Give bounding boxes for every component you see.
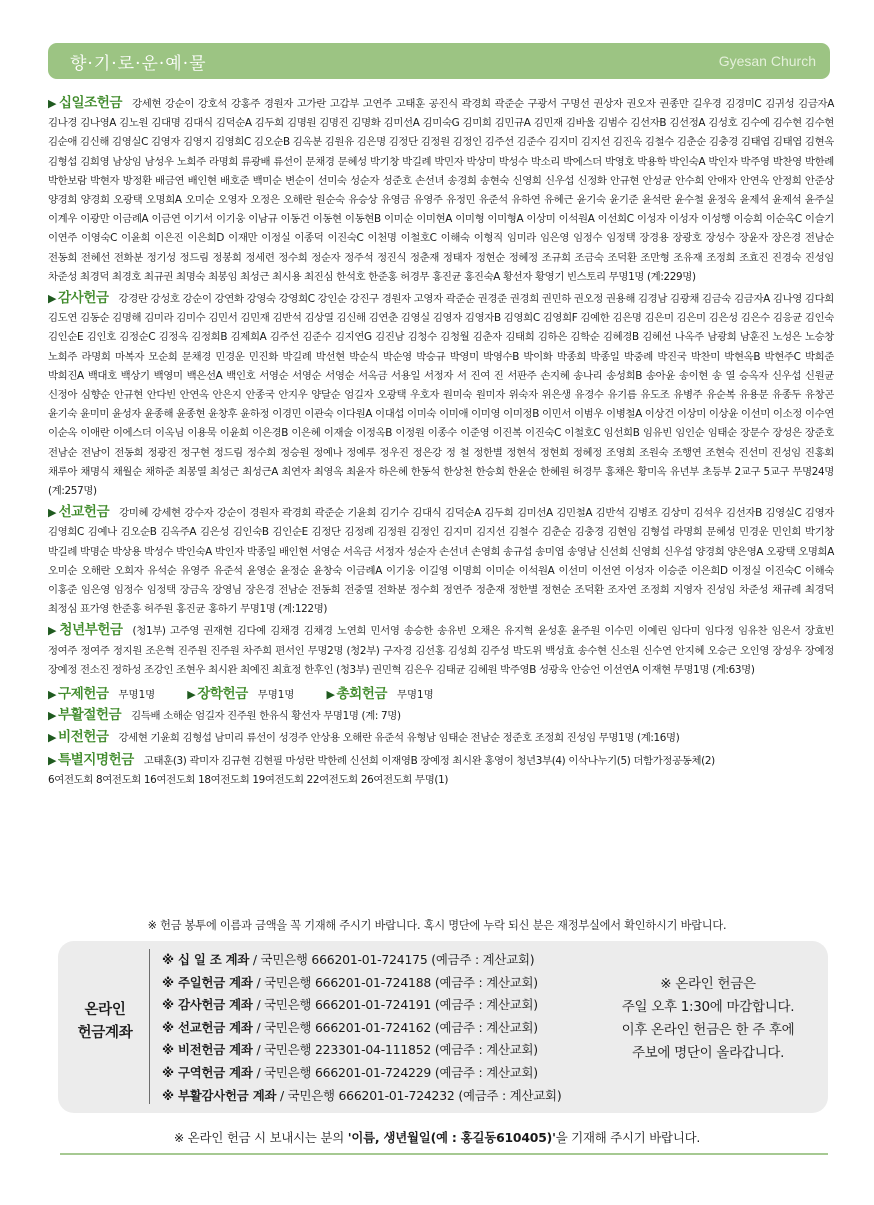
offering-special-designated — [48, 751, 834, 790]
offering-assembly — [326, 682, 433, 702]
account-item — [162, 1085, 561, 1108]
section-title: 감사헌금 — [57, 290, 109, 307]
member-list: 무명1명 — [118, 689, 156, 702]
header-bar — [48, 43, 830, 79]
arrow-right-icon: ▶ — [48, 97, 57, 110]
offering-mission — [48, 503, 834, 619]
account-list — [162, 949, 561, 1107]
offering-vision — [48, 728, 834, 748]
note-line: 주보에 명단이 올라갑니다. — [631, 1045, 785, 1061]
account-detail: / 국민은행 666201-01-724188 (예금주 : 계산교회) — [252, 974, 538, 990]
account-name: ※ 비전헌금 계좌 — [162, 1042, 253, 1058]
account-detail: / 국민은행 666201-01-724229 (예금주 : 계산교회) — [252, 1064, 538, 1080]
account-detail: / 국민은행 666201-01-724232 (예금주 : 계산교회) — [276, 1087, 562, 1103]
section-heading — [326, 686, 387, 702]
account-item — [162, 1017, 561, 1040]
online-account-box — [58, 941, 828, 1113]
arrow-right-icon: ▶ — [48, 688, 56, 702]
offering-easter — [48, 706, 834, 726]
account-detail: / 국민은행 666201-01-724175 (예금주 : 계산교회) — [249, 952, 535, 967]
arrow-right-icon: ▶ — [48, 624, 58, 638]
offering-youth — [48, 621, 834, 680]
member-list: 고태훈(3) 곽미자 김규현 김현필 마성란 박한례 신선희 이재영B 장예정 최시완 홍영이 청년3부(4) 이삭나누기(5) 더함가정공동체(2) — [143, 754, 715, 767]
offering-tithe — [48, 94, 834, 287]
note-line: 주일 오후 1:30에 마감합니다. — [621, 999, 795, 1015]
section-heading — [187, 686, 248, 702]
section-title: 십일조헌금 — [58, 95, 123, 111]
arrow-right-icon: ▶ — [326, 688, 335, 702]
account-detail: / 국민은행 666201-01-724191 (예금주 : 계산교회) — [252, 997, 538, 1013]
bottom-divider — [60, 1153, 828, 1155]
member-list: 김득배 소해순 엄길자 진주원 한유식 황선자 무명1명 (계: 7명) — [131, 710, 401, 723]
online-deadline-note — [598, 973, 818, 1065]
section-title: 청년부헌금 — [59, 622, 123, 639]
account-name: ※ 선교헌금 계좌 — [162, 1019, 253, 1035]
member-list-continued: 6여전도회 8여전도회 16여전도회 18여전도회 19여전도회 22여전도회 26여전도회 무명(1) — [48, 773, 449, 786]
divider — [149, 949, 150, 1104]
section-title: 비전헌금 — [57, 729, 109, 746]
member-list: (청1부) 고주영 권재현 김다예 김채경 김채경 노연희 민서영 송승한 송유빈 오채은 유지혁 윤성훈 윤주원 이수민 이예린 임다미 임다정 임유찬 임은서 장효빈 정여주 정여주 정지원 조은혁 진주원 진주원 차주희 편서인 무명2명 (청2부) 구자경 김선홍 김성희 김주성 박도위 백성효 송수현 신소원 신수연 안지혜 오승근 오인영 장성우 장예정 장예정 전소진 정하성 조강인 조현우 최시완 최예진 최효정 한후인 (청3부) 권민혁 김은우 김태균 김혜원 박주영B 성광욱 안승언 이선연A 이재현 무명1명 (계:63명) — [48, 625, 834, 676]
member-list: 강세현 강순이 강호석 강홍주 경원자 고가란 고갑부 고연주 고태훈 공진식 곽경희 곽준순 구광서 구명선 권상자 권오자 권종만 길우경 김경미C 김귀성 김금자A 김나경 김나영A 김노원 김대명 김대식 김덕순A 김두희 김명원 김명진 김명화 김미선A 김미숙G 김미희 김민규A 김민재 김바울 김범수 김선자B 김선정A 김성호 김수예 김수현 김수현 김순애 김신해 김영실C 김영자 김영지 김영희C 김오순B 김옥분 김원유 김은명 김정단 김정원 김정인 김주선 김준수 김지미 김지선 김진옥 김철수 김춘순 김충경 김태엽 김태엽 김현옥 김형섭 김희영 남상임 남성우 노희주 라명희 류광배 류선이 문채경 문혜성 박기창 박길례 박민자 박상미 박성수 박소리 박에스더 박영호 박용학 박인숙A 박인자 박주영 박찬영 박한례 박한보람 박현자 방정환 배금연 배인현 배호준 백미순 변순이 선미숙 성순자 성준호 손선녀 송경희 송현숙 신영희 신우섭 신정화 안규현 안성균 안수희 안애자 안연옥 안정희 안준상 양경희 양경희 오광택 오명희A 오미순 오영자 오정은 오해란 원순숙 유승상 유영금 유영주 유정민 유준석 유하연 유혜근 윤기숙 윤기준 윤석란 윤수철 윤정옥 윤제석 윤제석 윤주실 이계우 이광만 이금례A 이금연 이기서 이기웅 이남규 이동건 이동현 이동현B 이미순 이미현A 이미형 이미형A 이상미 이석원A 이선희C 이성자 이성자 이성행 이승희 이순옥C 이슬기 이연주 이영숙C 이윤희 이은진 이은희D 이재만 이정실 이종덕 이진숙C 이천명 이철호C 이해숙 이형직 임미라 임은영 임정수 임정택 장경용 장광호 장성수 장윤자 장은경 전남순 전동희 전혜선 전화분 정기성 정드림 정봉희 정세련 정수희 정순자 정주석 정진식 정춘재 정태자 정현순 정혜정 조규희 조금숙 조덕환 조만형 조유재 조정희 조효진 진경숙 진성임 차준성 최경덕 최경호 최규권 최명숙 최봉임 최성근 최시용 최진심 한석호 한준홍 허경무 홍진균 홍진숙A 황선자 황영기 빈스토리 무명1명 (계:229명) — [48, 98, 834, 283]
section-heading — [48, 707, 121, 723]
section-heading — [48, 504, 109, 520]
section-title: 장학헌금 — [197, 686, 248, 703]
section-heading — [48, 686, 109, 702]
account-item — [162, 1039, 561, 1062]
label-line: 온라인 — [84, 1002, 126, 1018]
arrow-right-icon: ▶ — [187, 688, 196, 702]
offering-relief — [48, 682, 155, 702]
offering-sections — [48, 94, 834, 792]
section-heading — [48, 752, 134, 768]
offering-thanksgiving — [48, 289, 834, 501]
label-line: 헌금계좌 — [77, 1025, 133, 1041]
inline-offerings-row — [48, 682, 834, 702]
envelope-notice: ※ 헌금 봉투에 이름과 금액을 꼭 기재해 주시기 바랍니다. 혹시 명단에 누락 되신 분은 재정부실에서 확인하시기 바랍니다. — [147, 919, 727, 932]
account-item — [162, 1062, 561, 1085]
account-item — [162, 972, 561, 995]
notice-prefix: ※ 온라인 헌금 시 보내시는 분의 — [173, 1130, 348, 1145]
section-heading — [48, 729, 109, 745]
account-detail: / 국민은행 223301-04-111852 (예금주 : 계산교회) — [252, 1042, 538, 1058]
notice-emphasis: '이름, 생년월일(예 : 홍길동610405)' — [347, 1130, 556, 1145]
section-title: 선교헌금 — [58, 504, 110, 521]
member-list: 무명1명 — [396, 689, 434, 702]
section-title: 구제헌금 — [57, 686, 109, 703]
section-title: 특별지명헌금 — [57, 751, 134, 768]
section-title: 총회헌금 — [336, 686, 387, 703]
account-name: ※ 십 일 조 계좌 — [162, 952, 250, 967]
section-heading — [48, 622, 123, 638]
arrow-right-icon: ▶ — [48, 709, 56, 723]
account-name: ※ 구역헌금 계좌 — [162, 1064, 253, 1080]
section-title: 부활절헌금 — [57, 707, 122, 724]
account-detail: / 국민은행 666201-01-724162 (예금주 : 계산교회) — [252, 1019, 538, 1035]
page-title: 향·기·로·운·예·물 — [70, 54, 207, 74]
note-line: ※ 온라인 헌금은 — [660, 976, 756, 992]
account-name: ※ 감사헌금 계좌 — [162, 997, 253, 1013]
arrow-right-icon: ▶ — [48, 506, 57, 520]
member-list: 무명1명 — [257, 689, 295, 702]
member-list: 강미혜 강세현 강수자 강순이 경원자 곽경희 곽준순 기윤희 김기수 김대식 김덕순A 김두희 김미선A 김민철A 김반석 김병조 김상미 김석우 김선자B 김영실C 김영자 김영희C 김예나 김오순B 김옥주A 김은성 김인숙B 김인순E 김정단 김정례 김정원 김정인 김지미 김지선 김철수 김춘순 김충경 김현임 김형섭 라명희 문혜성 민경운 민인희 박기창 박길례 박명순 박상용 박성수 박인숙A 박인자 박종일 배인현 서영순 서옥금 서정자 성순자 손선녀 손영희 송규섭 송미엽 송영남 신선희 신영희 신우섭 양경희 양은영A 오광택 오명희A 오미순 오해란 오희자 유석순 유영주 유준석 윤영순 윤정순 윤창숙 이금례A 이기웅 이길영 이명희 이미순 이석원A 이선미 이선연 이성자 이승준 이은희D 이정실 이진숙C 이해숙 이홍준 임은영 임정수 임정택 장금옥 장영님 장은경 전남순 전동희 전중열 전화분 정수희 정연주 정춘재 정한별 정현순 조덕환 조자연 조정희 지영자 진성임 차준성 채규례 최경덕 최정심 표가영 한준홍 허주원 홍진균 홍하기 무명1명 (계:122명) — [48, 507, 834, 616]
online-account-label — [64, 999, 146, 1045]
online-sender-notice — [0, 1128, 874, 1146]
section-heading — [48, 95, 122, 111]
account-name: ※ 부활감사헌금 계좌 — [162, 1087, 277, 1103]
member-list: 강세현 기윤희 김형섭 남미리 류선이 성경주 안상용 오해란 유준석 유형남 임태순 전남순 정준호 조정희 진성임 무명1명 (계:16명) — [118, 732, 680, 745]
arrow-right-icon: ▶ — [48, 753, 56, 767]
account-name: ※ 주일헌금 계좌 — [162, 974, 253, 990]
arrow-right-icon: ▶ — [48, 292, 56, 306]
arrow-right-icon: ▶ — [48, 731, 56, 745]
offering-scholarship — [187, 682, 294, 702]
section-heading — [48, 290, 109, 306]
member-list: 강경란 강성호 강순이 강연화 강영숙 강영희C 강인순 강진구 경원자 고영자 곽준순 권경준 권경희 권민하 권오정 권용해 김경남 김광채 김금숙 김금자A 김나영 김다희 김도연 김동순 김명해 김미라 김미수 김민서 김민재 김반석 김상열 김신해 김연춘 김영실 김영자 김영자B 김영희C 김영희F 김예한 김은명 김은미 김은미 김은성 김은수 김응균 김인숙 김인순E 김인호 김정순C 김정옥 김정희B 김제희A 김주선 김준수 김지연G 김진남 김청수 김청월 김춘자 김태희 김하은 김학순 김혜경B 김혜선 나옥주 남광희 남훈진 노성은 노승창 노희주 라명희 마복자 모순희 문채경 민경운 민진화 박길례 박선현 박순식 박순영 박승규 박영미 박영수B 박이화 박종희 박종일 박중례 박진국 박찬미 박현옥B 박현주C 박희준 박희진A 백대호 백상기 백영미 백은선A 백인호 서영순 서영순 서영순 서옥금 서용일 서정자 서 진여 진 서판주 손지혜 송나리 송성희B 송아윤 송이현 송 열 승옥자 신우섭 신원균 신정아 심향순 안규현 안다빈 안연옥 안은지 안종국 안지우 양달순 엄길자 오광택 우호자 원미숙 원미자 위숙자 위은생 유경수 유기름 유도조 유병주 유순복 유용문 유종두 유창곤 윤기숙 윤미미 윤성자 윤종해 윤종현 윤창후 윤하정 이경민 이관숙 이다원A 이대섭 이미숙 이미애 이미영 이미정B 이민서 이범우 이병철A 이상건 이상미 이상윤 이선미 이소정 이수연 이순옥 이애란 이에스더 이옥님 이용묵 이윤희 이은경B 이은혜 이재술 이정옥B 이정원 이종수 이준영 이진복 이진숙C 이철호C 임선희B 임유빈 임인순 임태순 장문수 장성은 장준호 전남순 전남이 전동희 정광진 정구현 정드림 정수희 정승원 정예나 정예루 정우진 정은강 정 철 정한별 정현석 정현희 정혜정 조영희 조원숙 조행연 조현숙 진선미 진성임 진홍회 채루아 채명식 채월순 채하준 최봉열 최성근 최성근A 최연자 최영옥 최윤자 하은혜 한동석 한상천 한승희 한윤순 한혜원 허경무 홍채은 황미옥 유년부 초등부 2교구 5교구 무명24명 (계:257명) — [48, 293, 834, 498]
account-item — [162, 949, 561, 972]
notice-suffix: 을 기재해 주시기 바랍니다. — [555, 1130, 701, 1145]
church-name: Gyesan Church — [718, 53, 816, 69]
note-line: 이후 온라인 헌금은 한 주 후에 — [621, 1022, 795, 1038]
account-item — [162, 994, 561, 1017]
